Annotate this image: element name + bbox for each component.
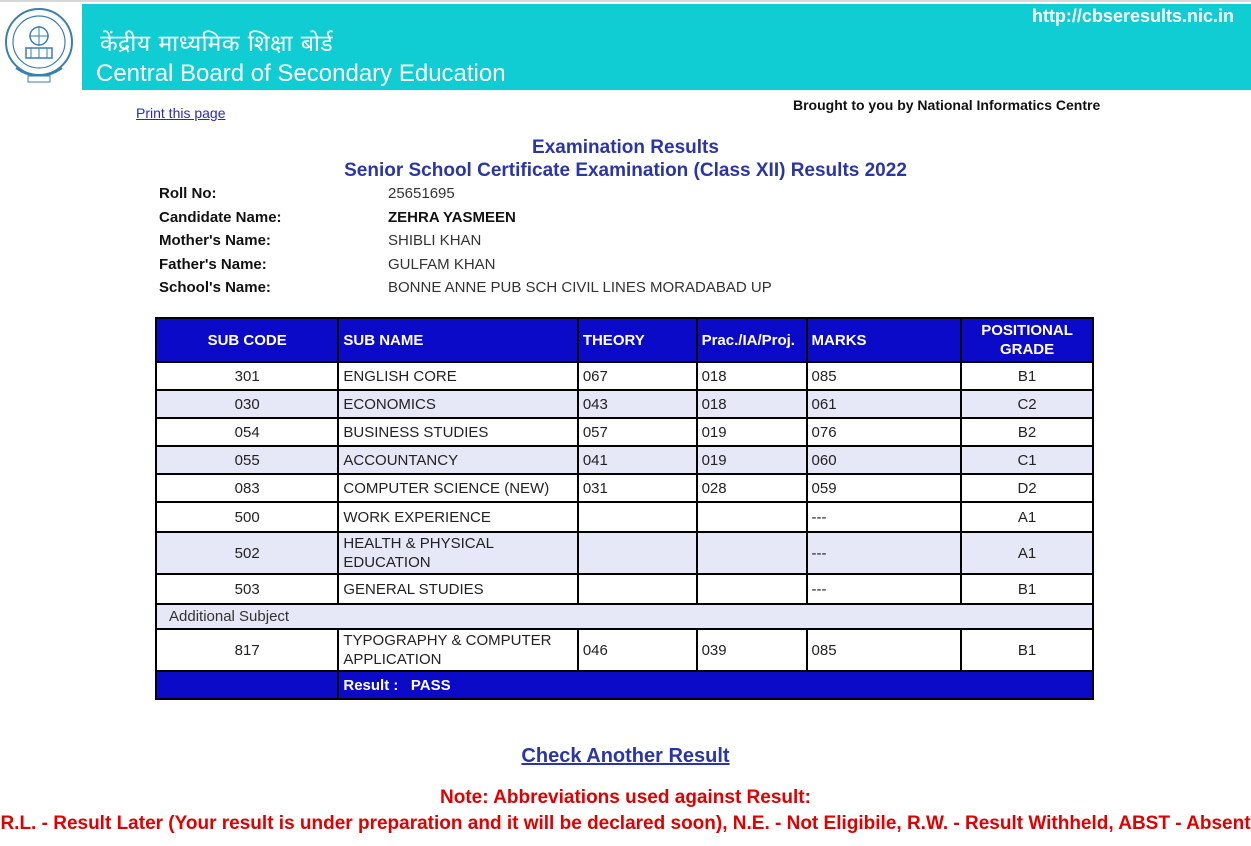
- theory-cell: [578, 574, 697, 604]
- candidate-name-value: ZEHRA YASMEEN: [388, 209, 516, 226]
- result-spacer: [156, 671, 338, 699]
- table-row: [156, 390, 1093, 418]
- marks-cell: ---: [807, 574, 962, 604]
- grade-cell: B1: [961, 574, 1093, 604]
- practical-cell: 039: [697, 629, 807, 671]
- grade-cell: B2: [961, 418, 1093, 446]
- result-cell: [338, 671, 1093, 699]
- marks-cell: 060: [807, 446, 962, 474]
- practical-cell: 018: [697, 362, 807, 390]
- mother-name-label: Mother's Name:: [159, 232, 271, 249]
- english-title: Central Board of Secondary Education: [96, 60, 506, 87]
- site-url: http://cbseresults.nic.in: [1031, 6, 1234, 26]
- roll-value: 25651695: [388, 185, 455, 202]
- theory-cell: 031: [578, 474, 697, 502]
- table-row: [156, 502, 1093, 532]
- school-name-value: BONNE ANNE PUB SCH CIVIL LINES MORADABAD UP: [388, 279, 772, 296]
- sub-code-cell: 817: [156, 629, 338, 671]
- header-grade: POSITIONAL GRADE: [961, 318, 1093, 362]
- candidate-name-label: Candidate Name:: [159, 209, 282, 226]
- cbse-emblem-icon: [4, 6, 74, 86]
- theory-cell: 057: [578, 418, 697, 446]
- marks-cell: 085: [807, 362, 962, 390]
- father-name-label: Father's Name:: [159, 256, 267, 273]
- top-border: [0, 0, 1251, 2]
- check-another-container: [0, 745, 1251, 768]
- grade-cell: A1: [961, 532, 1093, 574]
- additional-subject-row: [156, 604, 1093, 629]
- additional-subject-label: Additional Subject: [156, 604, 1093, 629]
- marks-cell: 085: [807, 629, 962, 671]
- nic-credit: Brought to you by National Informatics Centre: [793, 97, 1101, 113]
- abbreviations-text: R.L. - Result Later (Your result is under preparation and it will be declared soon), N.E. - Not Eligibile, R.W. - Result Withheld, ABST - Absent: [0, 813, 1251, 834]
- sub-name-cell: GENERAL STUDIES: [338, 574, 577, 604]
- roll-label: Roll No:: [159, 185, 217, 202]
- table-row: [156, 362, 1093, 390]
- table-row: [156, 418, 1093, 446]
- result-label: Result :: [343, 676, 399, 694]
- theory-cell: 046: [578, 629, 697, 671]
- table-row: [156, 629, 1093, 671]
- sub-code-cell: 055: [156, 446, 338, 474]
- sub-code-cell: 503: [156, 574, 338, 604]
- marks-cell: ---: [807, 532, 962, 574]
- table-row: [156, 574, 1093, 604]
- grade-cell: D2: [961, 474, 1093, 502]
- check-another-result-link[interactable]: Check Another Result: [521, 745, 730, 767]
- grade-cell: C1: [961, 446, 1093, 474]
- grade-cell: B1: [961, 629, 1093, 671]
- note-heading: Note: Abbreviations used against Result:: [440, 787, 811, 808]
- theory-cell: [578, 502, 697, 532]
- table-row: [156, 532, 1093, 574]
- practical-cell: [697, 502, 807, 532]
- sub-name-cell: COMPUTER SCIENCE (NEW): [338, 474, 577, 502]
- father-name-value: GULFAM KHAN: [388, 256, 496, 273]
- grade-cell: C2: [961, 390, 1093, 418]
- sub-name-cell: HEALTH & PHYSICAL EDUCATION: [338, 532, 577, 574]
- marks-cell: 076: [807, 418, 962, 446]
- marks-cell: 061: [807, 390, 962, 418]
- marks-cell: 059: [807, 474, 962, 502]
- table-row: [156, 446, 1093, 474]
- grade-cell: B1: [961, 362, 1093, 390]
- sub-code-cell: 054: [156, 418, 338, 446]
- practical-cell: 028: [697, 474, 807, 502]
- sub-name-cell: WORK EXPERIENCE: [338, 502, 577, 532]
- header-practical: Prac./IA/Proj.: [697, 318, 807, 362]
- result-value: PASS: [410, 676, 451, 694]
- theory-cell: 041: [578, 446, 697, 474]
- sub-name-cell: ENGLISH CORE: [338, 362, 577, 390]
- header-sub-code: SUB CODE: [156, 318, 338, 362]
- hindi-title: केंद्रीय माध्यमिक शिक्षा बोर्ड: [100, 31, 334, 57]
- theory-cell: 043: [578, 390, 697, 418]
- marks-table: [155, 317, 1094, 700]
- sub-code-cell: 030: [156, 390, 338, 418]
- result-row: [156, 671, 1093, 699]
- sub-code-cell: 500: [156, 502, 338, 532]
- theory-cell: [578, 532, 697, 574]
- sub-name-cell: ECONOMICS: [338, 390, 577, 418]
- marks-cell: ---: [807, 502, 962, 532]
- site-header: [0, 4, 1251, 90]
- school-name-label: School's Name:: [159, 279, 271, 296]
- sub-name-cell: ACCOUNTANCY: [338, 446, 577, 474]
- practical-cell: 019: [697, 418, 807, 446]
- table-header-row: [156, 318, 1093, 362]
- grade-cell: A1: [961, 502, 1093, 532]
- mother-name-value: SHIBLI KHAN: [388, 232, 482, 249]
- table-row: [156, 474, 1093, 502]
- logo-area: [0, 4, 82, 90]
- header-banner: [82, 4, 1251, 90]
- sub-code-cell: 502: [156, 532, 338, 574]
- sub-code-cell: 301: [156, 362, 338, 390]
- sub-code-cell: 083: [156, 474, 338, 502]
- sub-name-cell: TYPOGRAPHY & COMPUTER APPLICATION: [338, 629, 577, 671]
- practical-cell: 018: [697, 390, 807, 418]
- sub-name-cell: BUSINESS STUDIES: [338, 418, 577, 446]
- print-page-link[interactable]: Print this page: [136, 105, 226, 121]
- practical-cell: 019: [697, 446, 807, 474]
- header-theory: THEORY: [578, 318, 697, 362]
- practical-cell: [697, 574, 807, 604]
- practical-cell: [697, 532, 807, 574]
- header-sub-name: SUB NAME: [338, 318, 577, 362]
- exam-title: Senior School Certificate Examination (Class XII) Results 2022: [344, 160, 907, 181]
- theory-cell: 067: [578, 362, 697, 390]
- page-title: Examination Results: [532, 137, 719, 158]
- header-marks: MARKS: [807, 318, 962, 362]
